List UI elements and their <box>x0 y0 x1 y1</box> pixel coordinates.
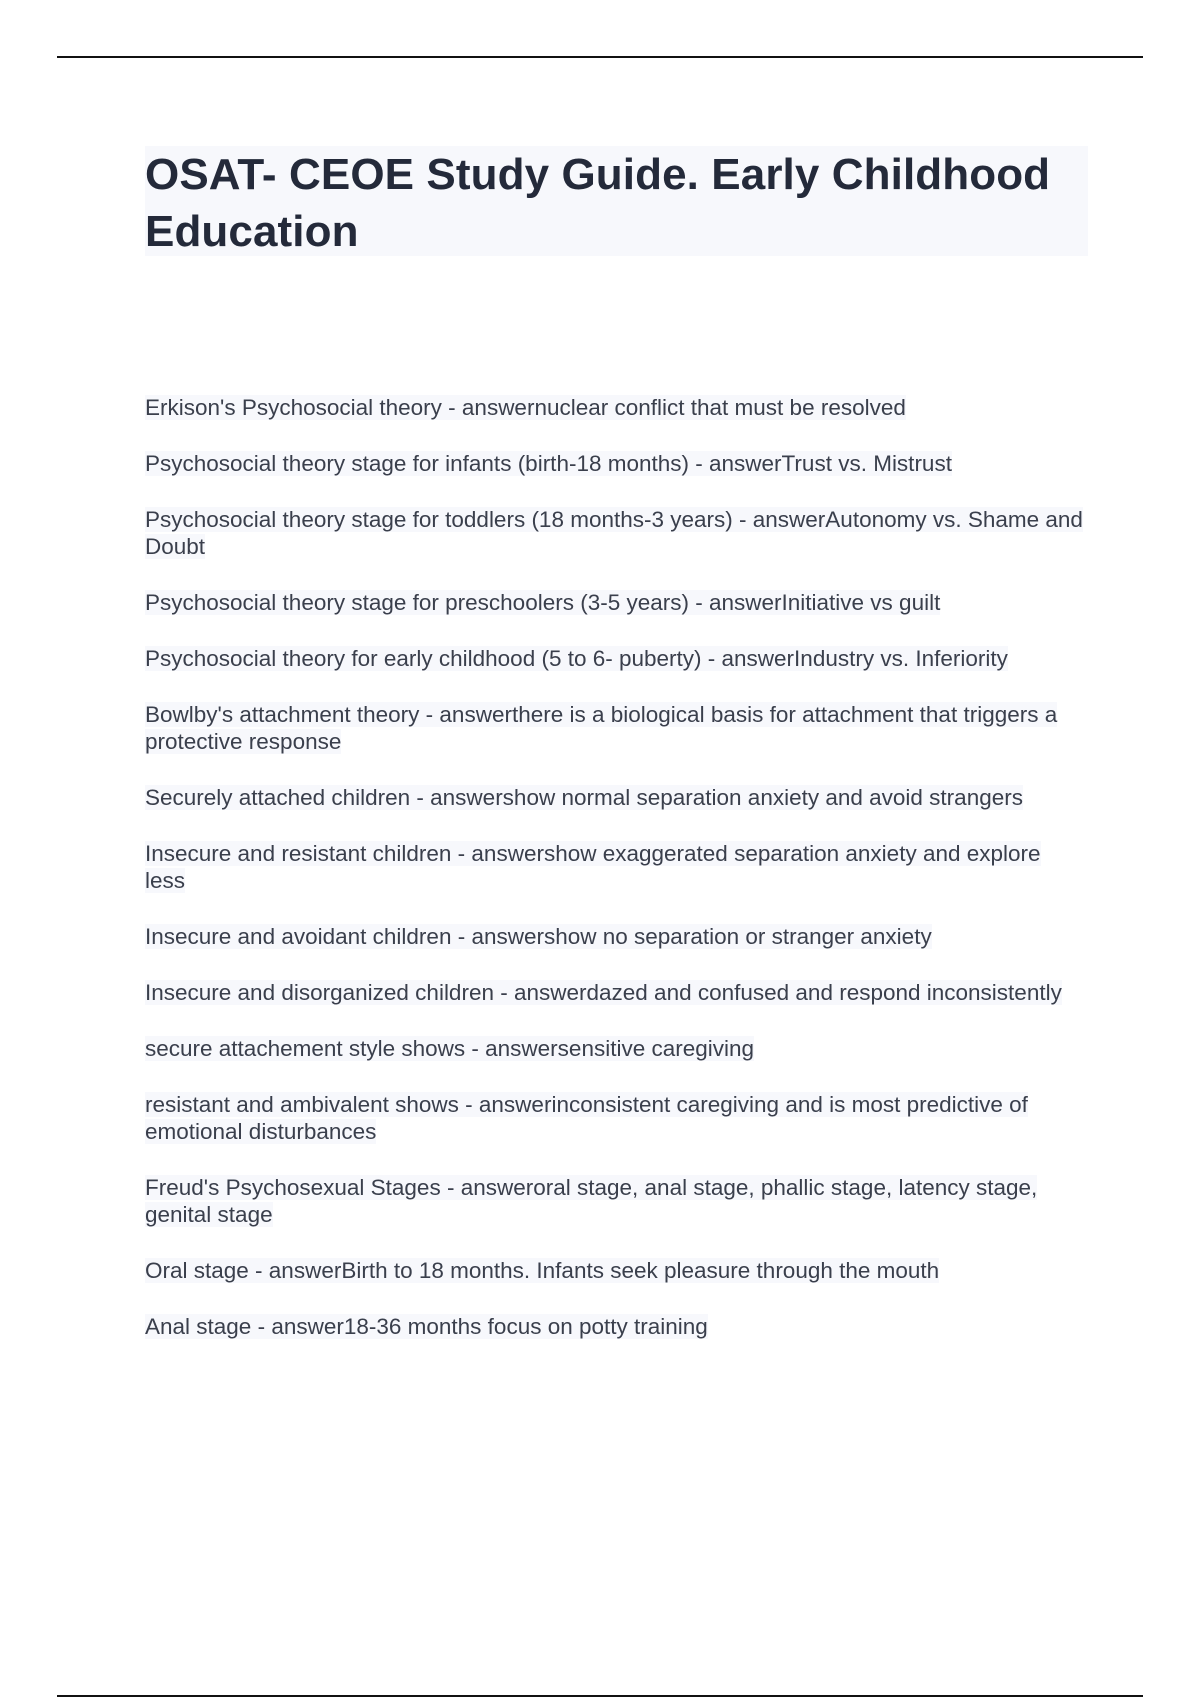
qa-text: Securely attached children - answershow normal separation anxiety and avoid strangers <box>145 785 1023 810</box>
qa-item <box>145 784 1085 811</box>
qa-text: Anal stage - answer18-36 months focus on potty training <box>145 1314 708 1339</box>
qa-item <box>145 1313 1085 1340</box>
qa-item <box>145 394 1085 421</box>
qa-text: Insecure and disorganized children - answerdazed and confused and respond inconsistently <box>145 980 1062 1005</box>
qa-item <box>145 1035 1085 1062</box>
qa-item <box>145 1257 1085 1284</box>
qa-item <box>145 506 1085 560</box>
top-divider <box>57 56 1143 58</box>
qa-text: Psychosocial theory stage for toddlers (18 months-3 years) - answerAutonomy vs. Shame and Doubt <box>145 507 1083 559</box>
qa-item <box>145 979 1085 1006</box>
qa-text: Oral stage - answerBirth to 18 months. Infants seek pleasure through the mouth <box>145 1258 940 1283</box>
qa-item <box>145 1091 1085 1145</box>
qa-item <box>145 645 1085 672</box>
qa-text: Psychosocial theory stage for infants (birth-18 months) - answerTrust vs. Mistrust <box>145 451 952 476</box>
qa-text: resistant and ambivalent shows - answerinconsistent caregiving and is most predictive of emotional disturbances <box>145 1092 1028 1144</box>
qa-text: Bowlby's attachment theory - answerthere is a biological basis for attachment that triggers a protective response <box>145 702 1058 754</box>
qa-item <box>145 701 1085 755</box>
document-title: OSAT- CEOE Study Guide. Early Childhood Education <box>145 150 1051 256</box>
qa-item <box>145 589 1085 616</box>
qa-text: secure attachement style shows - answersensitive caregiving <box>145 1036 755 1061</box>
qa-text: Insecure and avoidant children - answershow no separation or stranger anxiety <box>145 924 932 949</box>
qa-item <box>145 450 1085 477</box>
qa-text: Psychosocial theory for early childhood (5 to 6- puberty) - answerIndustry vs. Inferiority <box>145 646 1008 671</box>
qa-text: Freud's Psychosexual Stages - answeroral stage, anal stage, phallic stage, latency stage, genital stage <box>145 1175 1038 1227</box>
qa-list <box>145 394 1085 1369</box>
qa-item <box>145 923 1085 950</box>
qa-text: Erkison's Psychosocial theory - answernuclear conflict that must be resolved <box>145 395 906 420</box>
qa-item <box>145 1174 1085 1228</box>
qa-item <box>145 840 1085 894</box>
qa-text: Insecure and resistant children - answershow exaggerated separation anxiety and explore less <box>145 841 1041 893</box>
bottom-divider <box>57 1695 1143 1697</box>
qa-text: Psychosocial theory stage for preschoolers (3-5 years) - answerInitiative vs guilt <box>145 590 941 615</box>
